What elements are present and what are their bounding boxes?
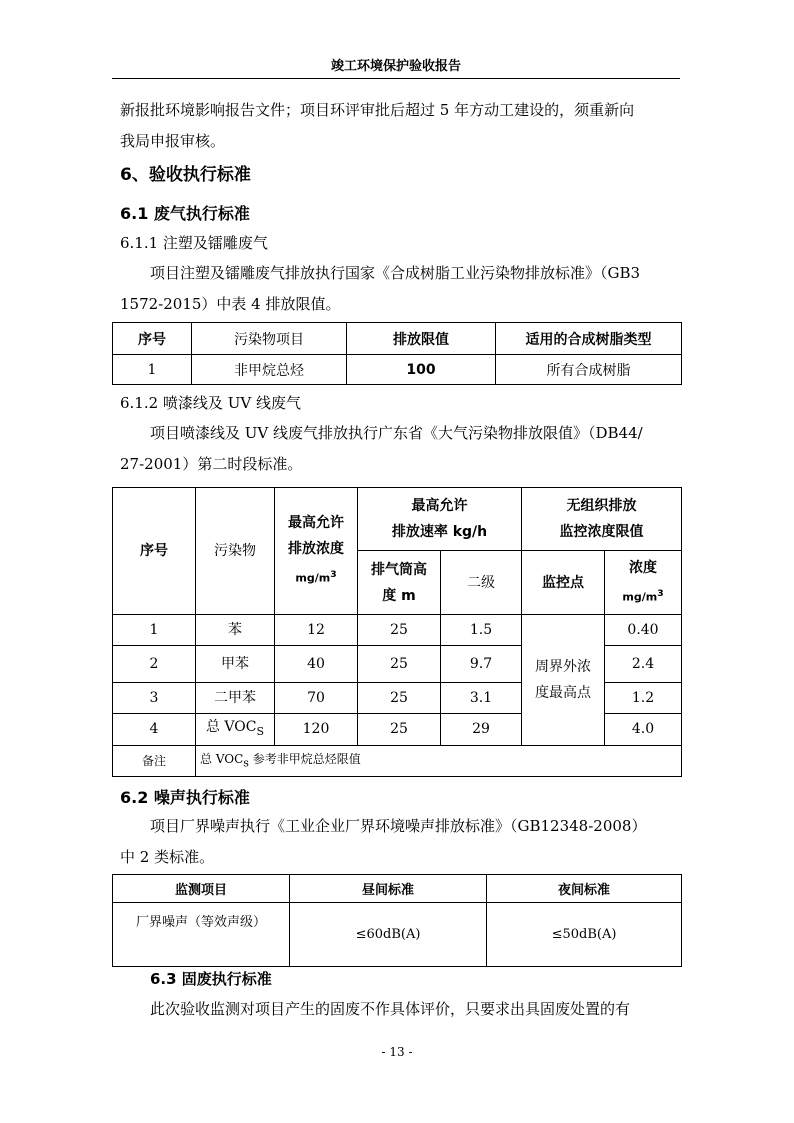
table-header-cell: 排放限值 (347, 323, 496, 355)
cell-seq: 3 (113, 683, 196, 714)
fugitive-line-1: 无组织排放 (566, 498, 637, 514)
cell-conc: 40 (275, 646, 358, 683)
cell-conc: 12 (275, 615, 358, 646)
cell-rate: 29 (441, 714, 522, 746)
cell-limit: 4.0 (605, 714, 682, 746)
table-cell: 厂界噪声（等效声级） (113, 903, 290, 967)
table-header-cell: 监测项目 (113, 875, 290, 903)
cell-conc: 70 (275, 683, 358, 714)
max-rate-line-1: 最高允许 (411, 498, 468, 514)
cell-seq: 1 (113, 615, 196, 646)
cell-stack: 25 (358, 646, 441, 683)
cell-pollutant: 总 $VOC_S$ (196, 714, 275, 746)
fugitive-line-2: 监控浓度限值 (559, 524, 644, 540)
table-cell: 所有合成树脂 (496, 355, 682, 385)
max-conc-line-1: 最高允许 (288, 515, 344, 532)
cell-rate: 3.1 (441, 683, 522, 714)
table-header-fugitive (522, 488, 682, 551)
intro-line-2: 我局申报审核。 (120, 132, 226, 150)
table-noise-standards (112, 874, 682, 967)
table-header-cell: 适用的合成树脂类型 (496, 323, 682, 355)
remark-text: 总 $VOC_s$ 参考非甲烷总烃限值 (196, 745, 682, 776)
table-cell: 1 (113, 355, 192, 385)
density-label: 浓度 (629, 559, 657, 576)
cell-limit: 2.4 (605, 646, 682, 683)
table-header-stack-height (358, 551, 441, 615)
page-header: 竣工环境保护验收报告 (112, 56, 680, 79)
table-cell: 非甲烷总烃 (192, 355, 347, 385)
table-header-monitor-point: 监控点 (522, 551, 605, 615)
cell-rate: 1.5 (441, 615, 522, 646)
table-header-cell: 昼间标准 (290, 875, 487, 903)
table-header-cell: 序号 (113, 323, 192, 355)
table-header-cell: 夜间标准 (487, 875, 682, 903)
cell-seq: 2 (113, 646, 196, 683)
section-6-3-heading: 6.3 固废执行标准 (150, 970, 272, 988)
table-cell: ≤60dB(A) (290, 903, 487, 967)
section-6-1-2-heading: 6.1.2 喷漆线及 UV 线废气 (120, 394, 301, 412)
cell-limit: 0.40 (605, 615, 682, 646)
max-rate-line-2: 排放速率 kg/h (391, 524, 488, 540)
max-conc-unit: $mg/m^3$ (295, 569, 337, 585)
remark-label: 备注 (113, 745, 196, 776)
table-row (113, 615, 682, 646)
cell-conc: 120 (275, 714, 358, 746)
cell-monitor-point (522, 615, 605, 746)
table-header-level: 二级 (441, 551, 522, 615)
section-6-1-heading: 6.1 废气执行标准 (120, 204, 250, 223)
stack-line-2: 度 m (382, 587, 416, 604)
table-cell: ≤50dB(A) (487, 903, 682, 967)
table-header-max-conc (275, 488, 358, 615)
section-6-heading: 6、验收执行标准 (120, 165, 251, 185)
monitor-line-1: 周界外浓 (535, 658, 591, 675)
page-number: - 13 - (381, 1045, 413, 1059)
table-header-density (605, 551, 682, 615)
cell-pollutant: 甲苯 (196, 646, 275, 683)
density-unit: $mg/m^3$ (622, 587, 664, 604)
intro-line-1: 新报批环境影响报告文件；项目环评审批后超过 5 年方动工建设的，须重新向 (120, 101, 635, 119)
s62-para-line-2: 中 2 类标准。 (120, 848, 215, 866)
cell-stack: 25 (358, 615, 441, 646)
table-voc-limits (112, 487, 682, 777)
s611-para-line-2: 1572-2015）中表 4 排放限值。 (120, 295, 341, 313)
table-header-seq: 序号 (113, 488, 196, 615)
stack-line-1: 排气筒高 (371, 561, 427, 578)
table-cell: 100 (347, 355, 496, 385)
monitor-line-2: 度最高点 (535, 684, 591, 701)
cell-stack: 25 (358, 683, 441, 714)
table-header-cell: 污染物项目 (192, 323, 347, 355)
s612-para-line-2: 27-2001）第二时段标准。 (120, 455, 303, 473)
cell-limit: 1.2 (605, 683, 682, 714)
section-6-2-heading: 6.2 噪声执行标准 (120, 788, 250, 807)
table-synthetic-resin-limits (112, 322, 682, 385)
cell-stack: 25 (358, 714, 441, 746)
max-conc-line-2: 排放浓度 (288, 541, 344, 558)
s63-para-line-1: 此次验收监测对项目产生的固废不作具体评价，只要求出具固废处置的有 (150, 1000, 631, 1018)
s611-para-line-1: 项目注塑及镭雕废气排放执行国家《合成树脂工业污染物排放标准》（GB3 (150, 264, 641, 282)
s612-para-line-1: 项目喷漆线及 UV 线废气排放执行广东省《大气污染物排放限值》（DB44/ (150, 424, 643, 442)
section-6-1-1-heading: 6.1.1 注塑及镭雕废气 (120, 234, 268, 252)
cell-pollutant: 二甲苯 (196, 683, 275, 714)
s62-para-line-1: 项目厂界噪声执行《工业企业厂界环境噪声排放标准》（GB12348-2008） (150, 817, 647, 835)
cell-rate: 9.7 (441, 646, 522, 683)
table-header-max-rate (358, 488, 522, 551)
cell-pollutant: 苯 (196, 615, 275, 646)
table-header-pollutant: 污染物 (196, 488, 275, 615)
cell-seq: 4 (113, 714, 196, 746)
